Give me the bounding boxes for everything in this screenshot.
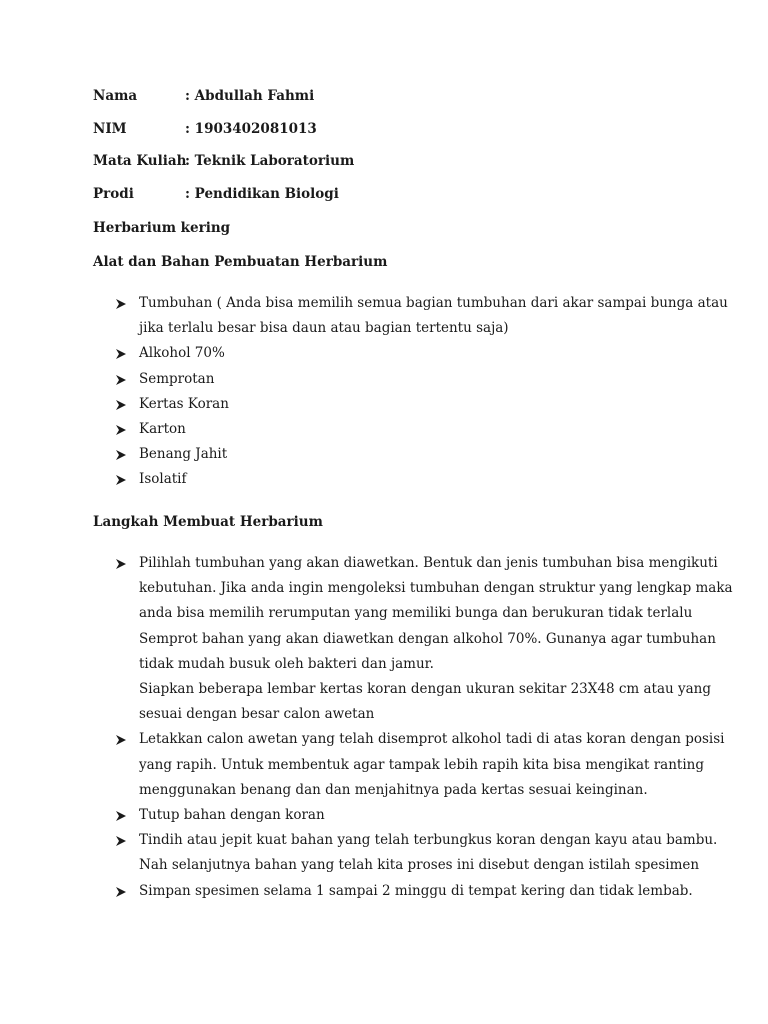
- list-item: [0, 392, 679, 417]
- tools-list: [0, 291, 768, 493]
- info-label: Prodi: [93, 186, 134, 202]
- info-row-prodi: [93, 186, 339, 202]
- list-item-text: Benang Jahit: [139, 446, 228, 463]
- heading-steps: Langkah Membuat Herbarium: [93, 514, 323, 530]
- list-item: [0, 367, 679, 392]
- heading-herbarium: Herbarium kering: [93, 220, 231, 236]
- list-item-text: Tumbuhan ( Anda bisa memilih semua bagian tumbuhan dari akar sampai bunga atau: [139, 295, 728, 311]
- arrow-bullet-icon: [115, 399, 127, 411]
- info-row-mata-kuliah: [93, 153, 354, 169]
- arrow-bullet-icon: [115, 424, 127, 436]
- list-item-text: yang rapih. Untuk membentuk agar tampak lebih rapih kita bisa mengikat ranting: [139, 756, 704, 773]
- arrow-bullet-icon: [115, 734, 127, 746]
- list-item-text: Tutup bahan dengan koran: [139, 807, 325, 824]
- list-item: [0, 291, 728, 341]
- info-value: : Teknik Laboratorium: [185, 153, 355, 169]
- list-item-text: Semprot bahan yang akan diawetkan dengan alkohol 70%. Gunanya agar tumbuhan: [139, 630, 716, 647]
- arrow-bullet-icon: [115, 374, 127, 386]
- info-label: Nama: [93, 88, 138, 104]
- list-item-text: Tindih atau jepit kuat bahan yang telah terbungkus koran dengan kayu atau bambu.: [139, 832, 718, 849]
- arrow-bullet-icon: [115, 558, 127, 570]
- arrow-bullet-icon: [115, 298, 127, 310]
- list-item-text: jika terlalu besar bisa daun atau bagian tertentu saja): [139, 320, 509, 337]
- list-item: [0, 828, 718, 878]
- list-item-text: sesuai dengan besar calon awetan: [139, 706, 375, 723]
- list-item-text: Nah selanjutnya bahan yang telah kita proses ini disebut dengan istilah spesimen: [139, 857, 700, 874]
- list-item-text: Siapkan beberapa lembar kertas koran dengan ukuran sekitar 23X48 cm atau yang: [139, 681, 711, 698]
- list-item: [0, 551, 733, 727]
- list-item-text: Semprotan: [139, 370, 215, 387]
- list-item-text: menggunakan benang dan dan menjahitnya pada kertas sesuai keinginan.: [139, 781, 648, 798]
- info-value: : Abdullah Fahmi: [185, 88, 315, 104]
- list-item: [0, 442, 679, 467]
- arrow-bullet-icon: [115, 810, 127, 822]
- info-value: : Pendidikan Biologi: [185, 186, 339, 202]
- heading-tools: Alat dan Bahan Pembuatan Herbarium: [93, 254, 388, 270]
- list-item: [0, 341, 679, 366]
- list-item: [0, 727, 725, 803]
- list-item-text: Karton: [139, 421, 186, 438]
- list-item-text: tidak mudah busuk oleh bakteri dan jamur.: [139, 655, 434, 672]
- list-item: [0, 467, 679, 492]
- info-row-nama: [93, 88, 314, 104]
- arrow-bullet-icon: [115, 886, 127, 898]
- info-value: : 1903402081013: [185, 121, 317, 137]
- list-item-text: Pilihlah tumbuhan yang akan diawetkan. Bentuk dan jenis tumbuhan bisa mengikuti: [139, 555, 718, 571]
- list-item: [0, 879, 693, 904]
- info-label: Mata Kuliah: [93, 153, 187, 169]
- arrow-bullet-icon: [115, 835, 127, 847]
- list-item-text: Isolatif: [139, 471, 187, 488]
- arrow-bullet-icon: [115, 348, 127, 360]
- list-item-text: kebutuhan. Jika anda ingin mengoleksi tumbuhan dengan struktur yang lengkap maka: [139, 580, 733, 597]
- arrow-bullet-icon: [115, 449, 127, 461]
- list-item-text: Simpan spesimen selama 1 sampai 2 minggu di tempat kering dan tidak lembab.: [139, 882, 693, 899]
- list-item-text: Kertas Koran: [139, 395, 229, 412]
- arrow-bullet-icon: [115, 474, 127, 486]
- list-item-text: Alkohol 70%: [139, 345, 225, 362]
- list-item-text: anda bisa memilih rerumputan yang memiliki bunga dan berukuran tidak terlalu: [139, 605, 693, 622]
- info-label: NIM: [93, 121, 127, 137]
- list-item: [0, 803, 679, 828]
- list-item: [0, 417, 679, 442]
- list-item-text: Letakkan calon awetan yang telah disemprot alkohol tadi di atas koran dengan posisi: [139, 731, 725, 748]
- steps-list: [0, 551, 768, 904]
- info-row-nim: [93, 121, 317, 137]
